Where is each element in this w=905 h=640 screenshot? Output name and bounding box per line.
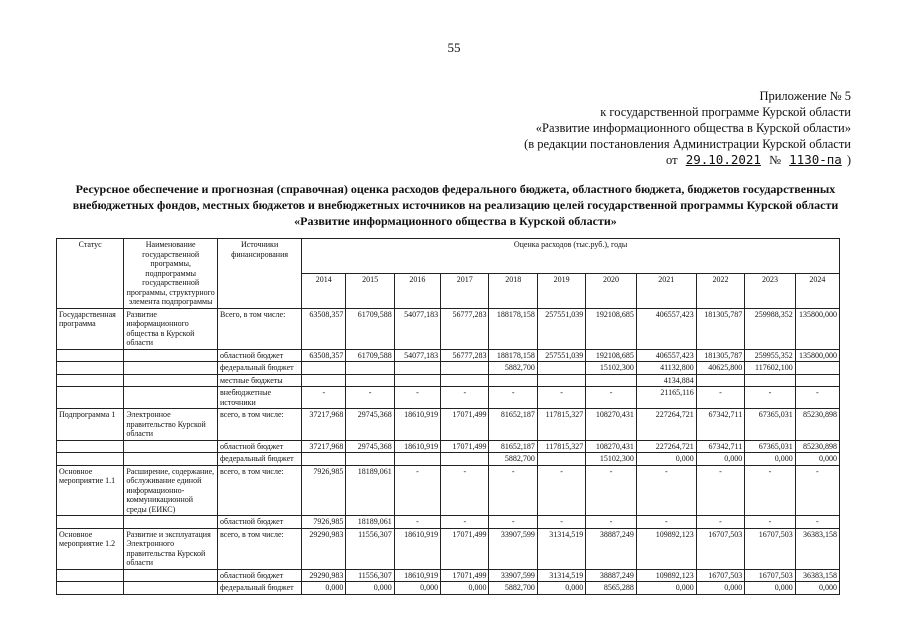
table-row [57,569,840,582]
value-cell: 259955,352 [745,349,796,362]
name-cell [124,516,218,529]
value-cell: - [745,465,796,516]
table-row [57,362,840,375]
value-cell: - [696,387,744,409]
header-estimate: Оценка расходов (тыс.руб.), годы [302,239,840,274]
appendix-header [524,88,851,168]
value-cell: 31314,519 [537,528,585,569]
table-row [57,465,840,516]
number-prefix: № [769,153,782,167]
table-row [57,409,840,441]
value-cell: 17071,499 [441,440,489,453]
header-year: 2021 [636,273,696,308]
table-row [57,308,840,349]
value-cell: 0,000 [696,582,744,595]
value-cell: 135800,000 [795,308,839,349]
header-year: 2024 [795,273,839,308]
value-cell: 0,000 [745,582,796,595]
status-cell [57,516,124,529]
value-cell: - [394,387,440,409]
value-cell: 0,000 [346,582,394,595]
status-cell: Государственная программа [57,308,124,349]
value-cell: 41132,800 [636,362,696,375]
value-cell: 109892,123 [636,528,696,569]
value-cell: 63508,357 [302,349,346,362]
table-row [57,528,840,569]
source-cell: федеральный бюджет [218,453,302,466]
name-cell: Электронное правительство Курской области [124,409,218,441]
value-cell: 18610,919 [394,409,440,441]
value-cell: 85230,898 [795,409,839,441]
value-cell: 7926,985 [302,465,346,516]
value-cell: 54077,183 [394,308,440,349]
value-cell [394,362,440,375]
value-cell: 67342,711 [696,440,744,453]
name-cell: Расширение, содержание, обслуживание единой информационно-коммуникационной среды (ЕИКС) [124,465,218,516]
value-cell [346,374,394,387]
appendix-line-1: Приложение № 5 [759,89,851,103]
value-cell [302,362,346,375]
source-cell: всего, в том числе: [218,465,302,516]
value-cell: 67365,031 [745,440,796,453]
value-cell: 8565,288 [586,582,637,595]
value-cell: 108270,431 [586,409,637,441]
decree-date: 29.10.2021 [685,152,761,167]
value-cell: 37217,968 [302,440,346,453]
header-source: Источники финансирования [218,239,302,309]
header-name: Наименование государственной программы, подпрограммы государственной программы, структурного элемента подпрограммы [124,239,218,309]
header-status: Статус [57,239,124,309]
value-cell [489,374,537,387]
status-cell [57,440,124,453]
value-cell: 0,000 [537,582,585,595]
table-body [57,308,840,594]
status-cell [57,569,124,582]
status-cell: Основное мероприятие 1.2 [57,528,124,569]
value-cell: - [795,387,839,409]
value-cell: 61709,588 [346,349,394,362]
value-cell: 135800,000 [795,349,839,362]
value-cell: 17071,499 [441,528,489,569]
value-cell: 188178,158 [489,349,537,362]
source-cell: областной бюджет [218,440,302,453]
value-cell: 117815,327 [537,440,585,453]
value-cell: 0,000 [795,453,839,466]
value-cell [302,453,346,466]
value-cell: - [745,516,796,529]
value-cell: 406557,423 [636,349,696,362]
value-cell: 0,000 [302,582,346,595]
value-cell: 11556,307 [346,528,394,569]
source-cell: областной бюджет [218,569,302,582]
value-cell [441,362,489,375]
value-cell: 192108,685 [586,308,637,349]
appendix-line-3: «Развитие информационного общества в Курской области» [535,121,851,135]
value-cell: 5882,700 [489,453,537,466]
value-cell: - [302,387,346,409]
value-cell: 257551,039 [537,349,585,362]
value-cell: 38887,249 [586,569,637,582]
table-row [57,516,840,529]
table-row [57,440,840,453]
value-cell [394,453,440,466]
value-cell [302,374,346,387]
value-cell [696,374,744,387]
value-cell: - [586,465,637,516]
value-cell: 63508,357 [302,308,346,349]
value-cell: 0,000 [636,453,696,466]
document-title: Ресурсное обеспечение и прогнозная (справочная) оценка расходов федерального бюджета, областного бюджета, бюджетов государственных внебюджетных фондов, местных бюджетов и внебюджетных источников на реализацию целей государственной программы Курской области «Развитие информационного общества в Курской области» [72,182,839,228]
value-cell: 0,000 [394,582,440,595]
value-cell: 38887,249 [586,528,637,569]
value-cell [346,362,394,375]
status-cell [57,387,124,409]
value-cell: 31314,519 [537,569,585,582]
name-cell [124,569,218,582]
value-cell [537,362,585,375]
name-cell [124,374,218,387]
name-cell [124,440,218,453]
value-cell: 192108,685 [586,349,637,362]
value-cell: - [394,465,440,516]
value-cell: 0,000 [636,582,696,595]
resource-table-wrapper [56,238,840,595]
value-cell: - [441,387,489,409]
value-cell: 16707,503 [745,569,796,582]
value-cell: 81652,187 [489,409,537,441]
source-cell: федеральный бюджет [218,582,302,595]
header-year: 2016 [394,273,440,308]
value-cell: 67365,031 [745,409,796,441]
value-cell: 0,000 [696,453,744,466]
appendix-line-4: (в редакции постановления Администрации Курской области [524,137,851,151]
value-cell: - [586,387,637,409]
value-cell: - [394,516,440,529]
value-cell: 61709,588 [346,308,394,349]
value-cell [441,374,489,387]
value-cell: - [537,387,585,409]
status-cell [57,582,124,595]
value-cell: 18610,919 [394,528,440,569]
value-cell: - [696,465,744,516]
header-year: 2015 [346,273,394,308]
value-cell: 227264,721 [636,440,696,453]
table-row [57,582,840,595]
value-cell [537,374,585,387]
value-cell: 7926,985 [302,516,346,529]
date-prefix: от [666,153,678,167]
value-cell: 11556,307 [346,569,394,582]
value-cell: 4134,884 [636,374,696,387]
value-cell: 15102,300 [586,362,637,375]
value-cell: 29745,368 [346,409,394,441]
name-cell [124,349,218,362]
value-cell: 54077,183 [394,349,440,362]
value-cell: 117815,327 [537,409,585,441]
value-cell: - [696,516,744,529]
value-cell [537,453,585,466]
source-cell: всего, в том числе: [218,528,302,569]
value-cell: 227264,721 [636,409,696,441]
status-cell [57,349,124,362]
value-cell: - [537,516,585,529]
value-cell: - [441,516,489,529]
page-number: 55 [447,40,461,55]
value-cell [441,453,489,466]
value-cell: - [346,387,394,409]
value-cell: 56777,283 [441,308,489,349]
value-cell [586,374,637,387]
value-cell: 81652,187 [489,440,537,453]
value-cell: 29290,983 [302,569,346,582]
name-cell [124,582,218,595]
value-cell: 29290,983 [302,528,346,569]
source-cell: внебюджетные источники [218,387,302,409]
value-cell: 36383,158 [795,528,839,569]
value-cell: 257551,039 [537,308,585,349]
decree-number: 1130-па [789,152,842,167]
value-cell: 0,000 [795,582,839,595]
name-cell: Развитие информационного общества в Курской области [124,308,218,349]
value-cell: 117602,100 [745,362,796,375]
table-row [57,453,840,466]
value-cell [795,374,839,387]
value-cell: - [489,387,537,409]
status-cell [57,362,124,375]
value-cell [795,362,839,375]
value-cell: 33907,599 [489,569,537,582]
source-cell: местные бюджеты [218,374,302,387]
name-cell [124,362,218,375]
value-cell: 17071,499 [441,409,489,441]
value-cell: - [795,465,839,516]
value-cell: 67342,711 [696,409,744,441]
value-cell: 181305,787 [696,308,744,349]
header-year: 2018 [489,273,537,308]
value-cell: 85230,898 [795,440,839,453]
status-cell: Подпрограмма 1 [57,409,124,441]
value-cell: 109892,123 [636,569,696,582]
value-cell: 188178,158 [489,308,537,349]
value-cell: 18610,919 [394,440,440,453]
appendix-date-line [524,152,851,168]
value-cell: 259988,352 [745,308,796,349]
status-cell: Основное мероприятие 1.1 [57,465,124,516]
table-row [57,349,840,362]
status-cell [57,453,124,466]
value-cell: 37217,968 [302,409,346,441]
value-cell: 15102,300 [586,453,637,466]
value-cell [346,453,394,466]
source-cell: областной бюджет [218,349,302,362]
name-cell [124,387,218,409]
value-cell: 33907,599 [489,528,537,569]
value-cell: 17071,499 [441,569,489,582]
header-year: 2014 [302,273,346,308]
source-cell: всего, в том числе: [218,409,302,441]
status-cell [57,374,124,387]
value-cell: - [795,516,839,529]
value-cell [394,374,440,387]
name-cell [124,453,218,466]
resource-table [56,238,840,595]
value-cell: 29745,368 [346,440,394,453]
value-cell: 0,000 [441,582,489,595]
source-cell: Всего, в том числе: [218,308,302,349]
header-year: 2019 [537,273,585,308]
value-cell: - [489,516,537,529]
value-cell: 40625,800 [696,362,744,375]
header-year: 2020 [586,273,637,308]
value-cell: - [441,465,489,516]
source-cell: федеральный бюджет [218,362,302,375]
value-cell: 18610,919 [394,569,440,582]
value-cell: - [636,465,696,516]
value-cell: 16707,503 [745,528,796,569]
value-cell: 0,000 [745,453,796,466]
value-cell: 36383,158 [795,569,839,582]
value-cell: 181305,787 [696,349,744,362]
header-year: 2023 [745,273,796,308]
closing-paren: ) [846,153,851,167]
table-row [57,387,840,409]
value-cell: - [489,465,537,516]
appendix-line-2: к государственной программе Курской области [600,105,851,119]
source-cell: областной бюджет [218,516,302,529]
header-year: 2017 [441,273,489,308]
value-cell: 18189,061 [346,516,394,529]
value-cell: 18189,061 [346,465,394,516]
header-year: 2022 [696,273,744,308]
value-cell: 5882,700 [489,582,537,595]
value-cell: 16707,503 [696,569,744,582]
value-cell: 108270,431 [586,440,637,453]
value-cell: 5882,700 [489,362,537,375]
value-cell: - [636,516,696,529]
value-cell: - [586,516,637,529]
value-cell: 16707,503 [696,528,744,569]
value-cell: - [745,387,796,409]
value-cell: 406557,423 [636,308,696,349]
value-cell: 56777,283 [441,349,489,362]
name-cell: Развитие и эксплуатация Электронного правительства Курской области [124,528,218,569]
value-cell: - [537,465,585,516]
value-cell [745,374,796,387]
value-cell: 21165,116 [636,387,696,409]
table-row [57,374,840,387]
